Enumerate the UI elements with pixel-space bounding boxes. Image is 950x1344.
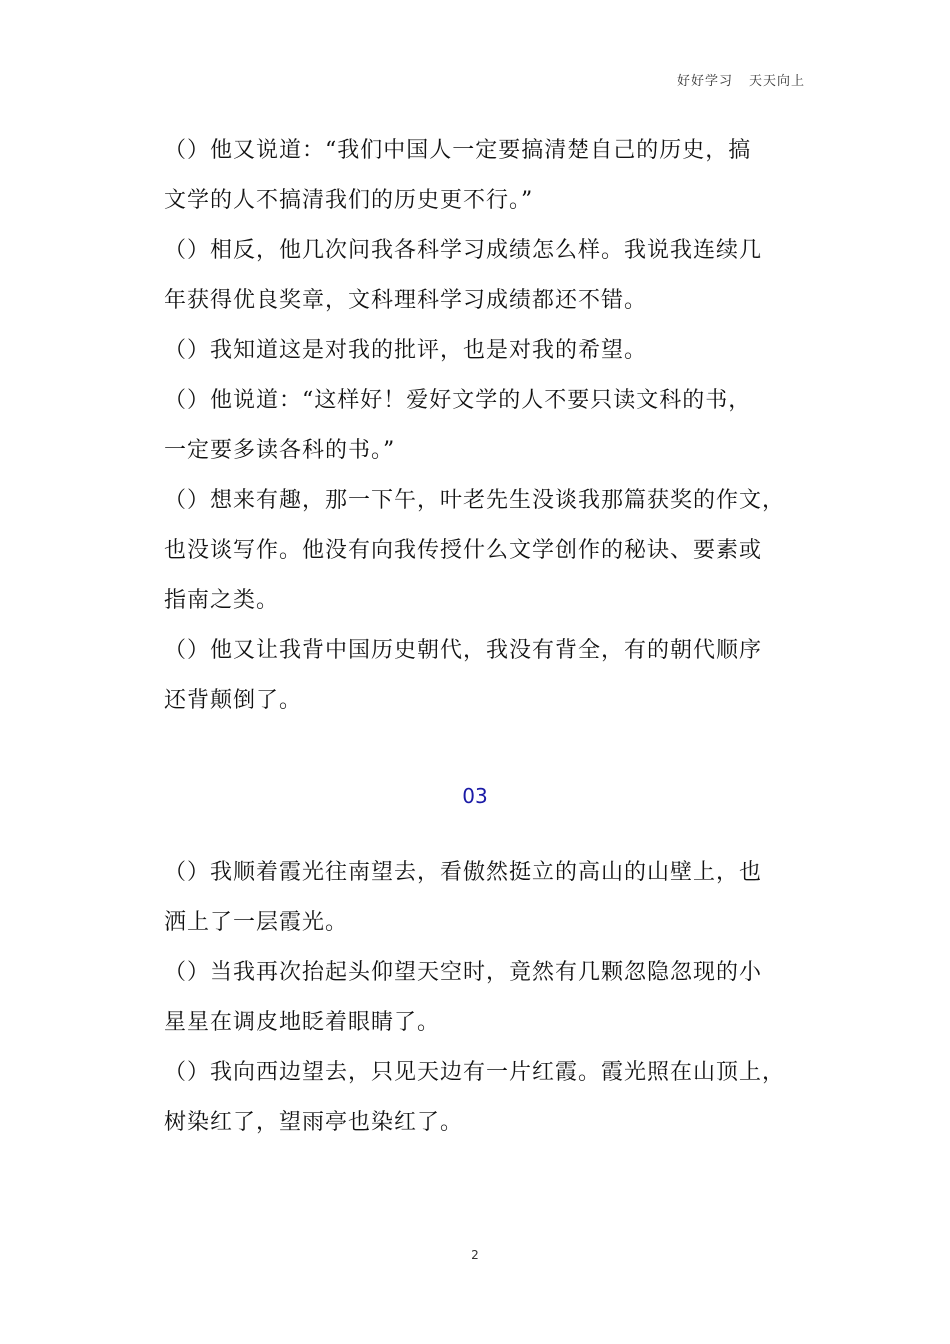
section-number: 03 [462,784,488,808]
text-line: 洒上了一层霞光。 [164,910,349,935]
text-line: （）当我再次抬起头仰望天空时，竟然有几颗忽隐忽现的小 [164,960,763,985]
text-line: 树染红了，望雨亭也染红了。 [164,1110,464,1135]
text-line: （）我向西边望去，只见天边有一片红霞。霞光照在山顶上， [164,1060,786,1085]
text-line: （）他又让我背中国历史朝代，我没有背全，有的朝代顺序 [164,638,763,663]
text-line: 也没谈写作。他没有向我传授什么文学创作的秘诀、要素或 [164,538,763,563]
text-line: 一定要多读各科的书。” [164,438,396,463]
exercise-block-2 [164,848,794,1148]
text-line: 年获得优良奖章，文科理科学习成绩都还不错。 [164,288,648,313]
header-text-right: 天天向上 [748,74,805,89]
text-line: 文学的人不搞清我们的历史更不行。” [164,188,534,213]
text-line: 星星在调皮地眨着眼睛了。 [164,1010,441,1035]
header-text-left: 好好学习 [676,74,733,89]
text-line: （）我顺着霞光往南望去，看傲然挺立的高山的山壁上，也 [164,860,763,885]
page-header [677,70,805,89]
text-line: （）他又说道：“我们中国人一定要搞清楚自己的历史，搞 [164,138,752,163]
exercise-block-1 [164,126,794,726]
text-line: （）他说道：“这样好！爱好文学的人不要只读文科的书， [164,388,752,413]
page-number: 2 [471,1248,479,1262]
text-line: （）我知道这是对我的批评，也是对我的希望。 [164,338,648,363]
text-line: （）相反，他几次问我各科学习成绩怎么样。我说我连续几 [164,238,763,263]
text-line: 指南之类。 [164,588,280,613]
text-line: 还背颠倒了。 [164,688,303,713]
text-line: （）想来有趣，那一下午，叶老先生没谈我那篇获奖的作文， [164,488,786,513]
